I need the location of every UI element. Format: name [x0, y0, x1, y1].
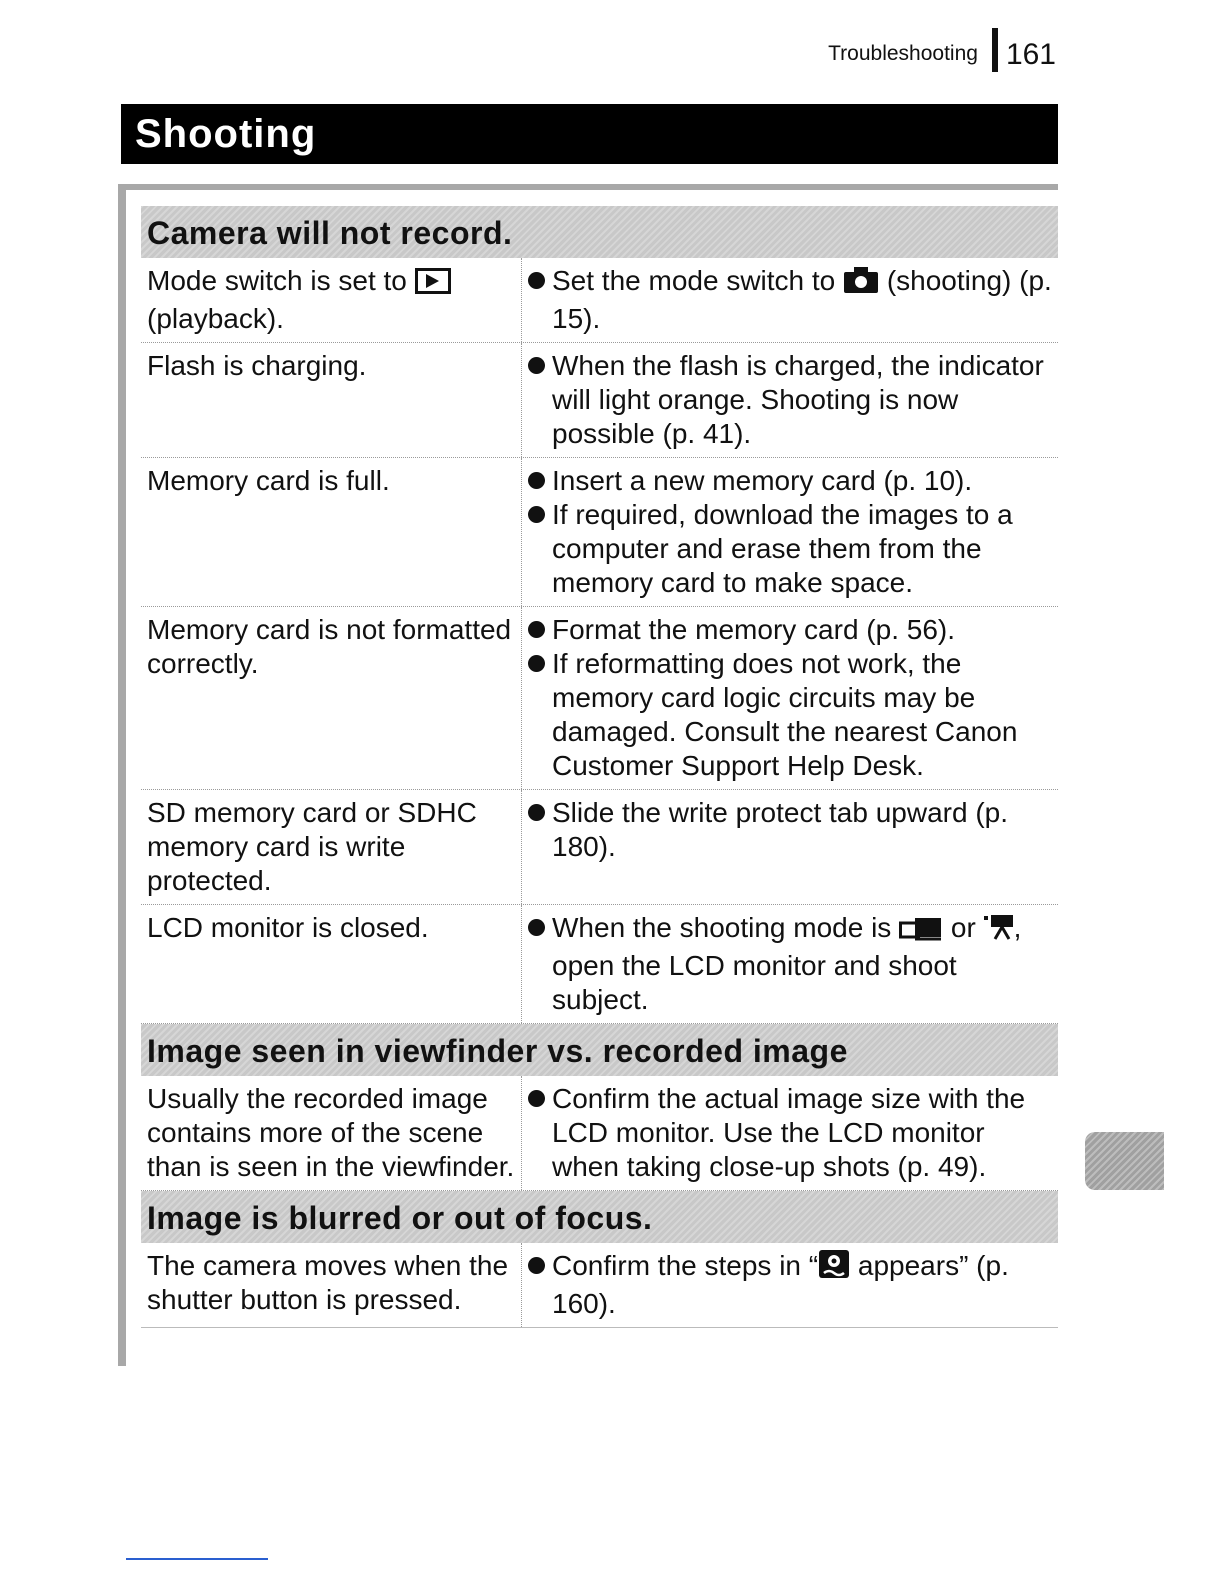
problem-heading — [141, 1024, 1058, 1076]
text-run: SD memory card or SDHC memory card is write protected. — [147, 797, 477, 896]
bullet-icon — [528, 647, 552, 783]
text-run: Flash is charging. — [147, 350, 367, 381]
text-run: LCD monitor is closed. — [147, 912, 429, 943]
page-number-rule — [992, 28, 998, 72]
text-run: (playback). — [147, 303, 284, 334]
running-title: Troubleshooting — [828, 42, 978, 65]
remedy-item — [528, 613, 1058, 647]
text-run: When the shooting mode is — [552, 912, 900, 943]
remedy-cell — [522, 1076, 1058, 1190]
bullet-icon — [528, 1082, 552, 1184]
remedy-cell — [522, 258, 1058, 342]
text-run: If required, download the images to a computer and erase them from the memory card to make space. — [552, 499, 1013, 598]
remedy-cell — [522, 905, 1058, 1023]
bullet-icon — [528, 1249, 552, 1321]
remedy-text — [552, 1082, 1058, 1184]
camera-shake-icon — [818, 1249, 850, 1287]
text-run: Confirm the steps in “ — [552, 1250, 819, 1281]
text-run: Usually the recorded image contains more of the scene than is seen in the viewfinder. — [147, 1083, 515, 1182]
bullet-icon — [528, 464, 552, 498]
text-run: Confirm the actual image size with the LCD monitor. Use the LCD monitor when taking close-up shots (p. 49). — [552, 1083, 1026, 1182]
text-run: Format the memory card (p. 56). — [552, 614, 956, 645]
remedy-cell — [522, 790, 1058, 904]
bullet-icon — [528, 613, 552, 647]
remedy-item — [528, 349, 1058, 451]
remedy-cell — [522, 458, 1058, 606]
cause-cell — [141, 458, 522, 606]
remedy-text — [552, 911, 1058, 1017]
frame-left-rule — [118, 184, 126, 1366]
problem-heading-text: Image seen in viewfinder vs. recorded image — [147, 1033, 848, 1069]
cause-cell — [141, 343, 522, 457]
text-run: Memory card is not formatted correctly. — [147, 614, 512, 679]
table-row — [141, 343, 1058, 458]
text-run: or — [943, 912, 984, 943]
bullet-icon — [528, 498, 552, 600]
text-run: The camera moves when the shutter button is pressed. — [147, 1250, 509, 1315]
remedy-cell — [522, 343, 1058, 457]
remedy-cell — [522, 1243, 1058, 1327]
bullet-icon — [528, 796, 552, 864]
table-row — [141, 905, 1058, 1024]
playback-icon — [415, 268, 451, 302]
table-row — [141, 258, 1058, 343]
cause-cell — [141, 1076, 522, 1190]
cause-cell — [141, 905, 522, 1023]
camera-icon — [843, 266, 879, 302]
remedy-text — [552, 264, 1058, 336]
remedy-item — [528, 264, 1058, 336]
frame-top-rule — [118, 184, 1058, 190]
troubleshooting-table — [141, 206, 1058, 1328]
remedy-text — [552, 796, 1058, 864]
remedy-text — [552, 647, 1058, 783]
cause-cell — [141, 258, 522, 342]
remedy-text — [552, 613, 1058, 647]
text-run: , open the LCD monitor and shoot subject. — [552, 912, 1022, 1015]
text-run: Insert a new memory card (p. 10). — [552, 465, 973, 496]
remedy-item — [528, 647, 1058, 783]
remedy-item — [528, 796, 1058, 864]
remedy-item — [528, 911, 1058, 1017]
bullet-icon — [528, 264, 552, 336]
text-run: When the flash is charged, the indicator will light orange. Shooting is now possible (p. 41). — [552, 350, 1044, 449]
bullet-icon — [528, 349, 552, 451]
remedy-item — [528, 1249, 1058, 1321]
cause-cell — [141, 1243, 522, 1327]
text-run: Mode switch is set to — [147, 265, 415, 296]
text-run: If reformatting does not work, the memory card logic circuits may be damaged. Consult the nearest Canon Customer Support Help Desk. — [552, 648, 1018, 781]
section-banner — [121, 104, 1058, 164]
stitch-assist-icon — [899, 915, 943, 949]
movie-icon — [984, 913, 1014, 949]
problem-heading — [141, 1191, 1058, 1243]
table-row — [141, 1243, 1058, 1328]
text-run: (shooting) (p. 15). — [552, 265, 1052, 334]
text-run: appears” (p. 160). — [552, 1250, 1009, 1319]
table-row — [141, 790, 1058, 905]
remedy-item — [528, 1082, 1058, 1184]
text-run: Slide the write protect tab upward (p. 180). — [552, 797, 1009, 862]
remedy-text — [552, 1249, 1058, 1321]
problem-heading-text: Image is blurred or out of focus. — [147, 1200, 653, 1236]
remedy-item — [528, 464, 1058, 498]
text-run: Set the mode switch to — [552, 265, 844, 296]
bullet-icon — [528, 911, 552, 1017]
table-row — [141, 458, 1058, 607]
problem-heading-text: Camera will not record. — [147, 215, 513, 251]
problem-heading — [141, 206, 1058, 258]
remedy-text — [552, 464, 1058, 498]
cause-cell — [141, 790, 522, 904]
remedy-cell — [522, 607, 1058, 789]
text-run: Memory card is full. — [147, 465, 390, 496]
footer-line — [126, 1558, 268, 1560]
section-title: Shooting — [135, 112, 317, 156]
page-number: 161 — [1005, 38, 1056, 71]
cause-cell — [141, 607, 522, 789]
remedy-item — [528, 498, 1058, 600]
remedy-text — [552, 349, 1058, 451]
chapter-thumb-tab — [1085, 1132, 1164, 1190]
running-header — [828, 28, 1056, 72]
remedy-text — [552, 498, 1058, 600]
table-row — [141, 607, 1058, 790]
table-row — [141, 1076, 1058, 1191]
